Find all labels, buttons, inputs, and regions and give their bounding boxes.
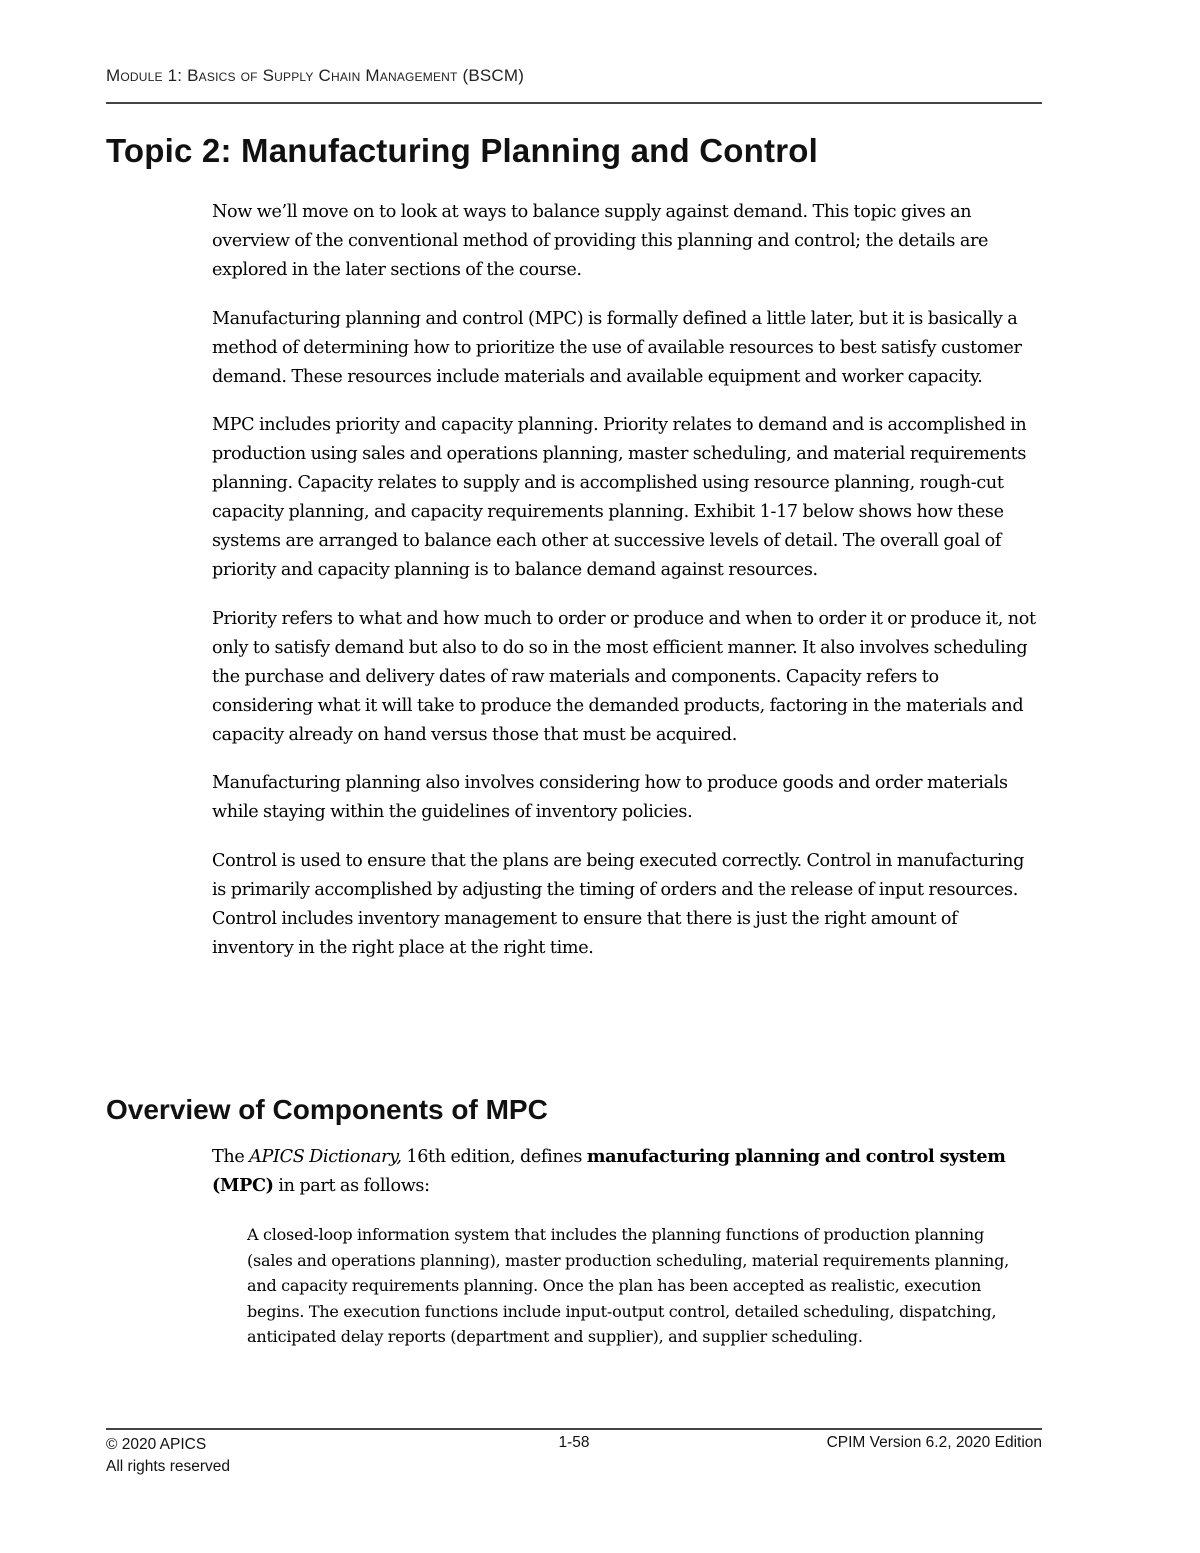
copyright-text: © 2020 APICS <box>106 1436 207 1453</box>
running-header: Module 1: Basics of Supply Chain Management (BSCM) <box>106 66 525 85</box>
definition-intro <box>212 1143 1042 1201</box>
section-heading: Overview of Components of MPC <box>106 1094 548 1125</box>
paragraph: Manufacturing planning also involves considering how to produce goods and order materials while staying within the guidelines of inventory policies. <box>212 773 1008 823</box>
topic-title: Topic 2: Manufacturing Planning and Control <box>106 132 818 169</box>
footer-rule <box>106 1428 1042 1430</box>
footer-copyright <box>106 1434 230 1478</box>
rights-text: All rights reserved <box>106 1458 231 1475</box>
header-rule <box>106 102 1042 104</box>
topic-body <box>212 198 1042 983</box>
paragraph: MPC includes priority and capacity planning. Priority relates to demand and is accomplished in production using sales and operations planning, master scheduling, and material requirements planning. Capacity relates to supply and is accomplished using resource planning, rough-cut capacity planning, and capacity requirements planning. Exhibit 1-17 below shows how these systems are arranged to balance each other at successive levels of detail. The overall goal of priority and capacity planning is to balance demand against resources. <box>212 415 1027 580</box>
definition-quote: A closed-loop information system that includes the planning functions of production planning (sales and operations planning), master production scheduling, material requirements planning, and capacity requirements planning. Once the plan has been accepted as realistic, execution begins. The execution functions include input-output control, detailed scheduling, dispatching, anticipated delay reports (department and supplier), and supplier scheduling. <box>247 1225 1009 1347</box>
paragraph: Manufacturing planning and control (MPC) is formally defined a little later, but it is basically a method of determining how to prioritize the use of available resources to best satisfy customer demand. These resources include materials and available equipment and worker capacity. <box>212 308 1022 387</box>
paragraph: Now we’ll move on to look at ways to balance supply against demand. This topic gives an overview of the conventional method of providing this planning and control; the details are explored in the later sections of the course. <box>212 202 989 280</box>
edition-label: CPIM Version 6.2, 2020 Edition <box>826 1434 1042 1451</box>
paragraph: Priority refers to what and how much to order or produce and when to order it or produce it, not only to satisfy demand but also to do so in the most efficient manner. It also involves scheduling the purchase and delivery dates of raw materials and components. Capacity refers to considering what it will take to produce the demanded products, factoring in the materials and capacity already on hand versus those that must be acquired. <box>212 608 1036 745</box>
intro-text: The <box>212 1147 250 1167</box>
intro-text: 16th edition, defines <box>401 1147 587 1167</box>
paragraph: Control is used to ensure that the plans are being executed correctly. Control in manufacturing is primarily accomplished by adjusting the timing of orders and the release of input resources. Control includes inventory management to ensure that there is just the right amount of inventory in the right place at the right time. <box>212 851 1024 958</box>
defined-term: manufacturing planning and control system (MPC) <box>212 1146 1006 1196</box>
dictionary-title: APICS Dictionary, <box>249 1147 402 1167</box>
page-number: 1-58 <box>558 1434 590 1451</box>
intro-text: in part as follows: <box>273 1175 430 1196</box>
